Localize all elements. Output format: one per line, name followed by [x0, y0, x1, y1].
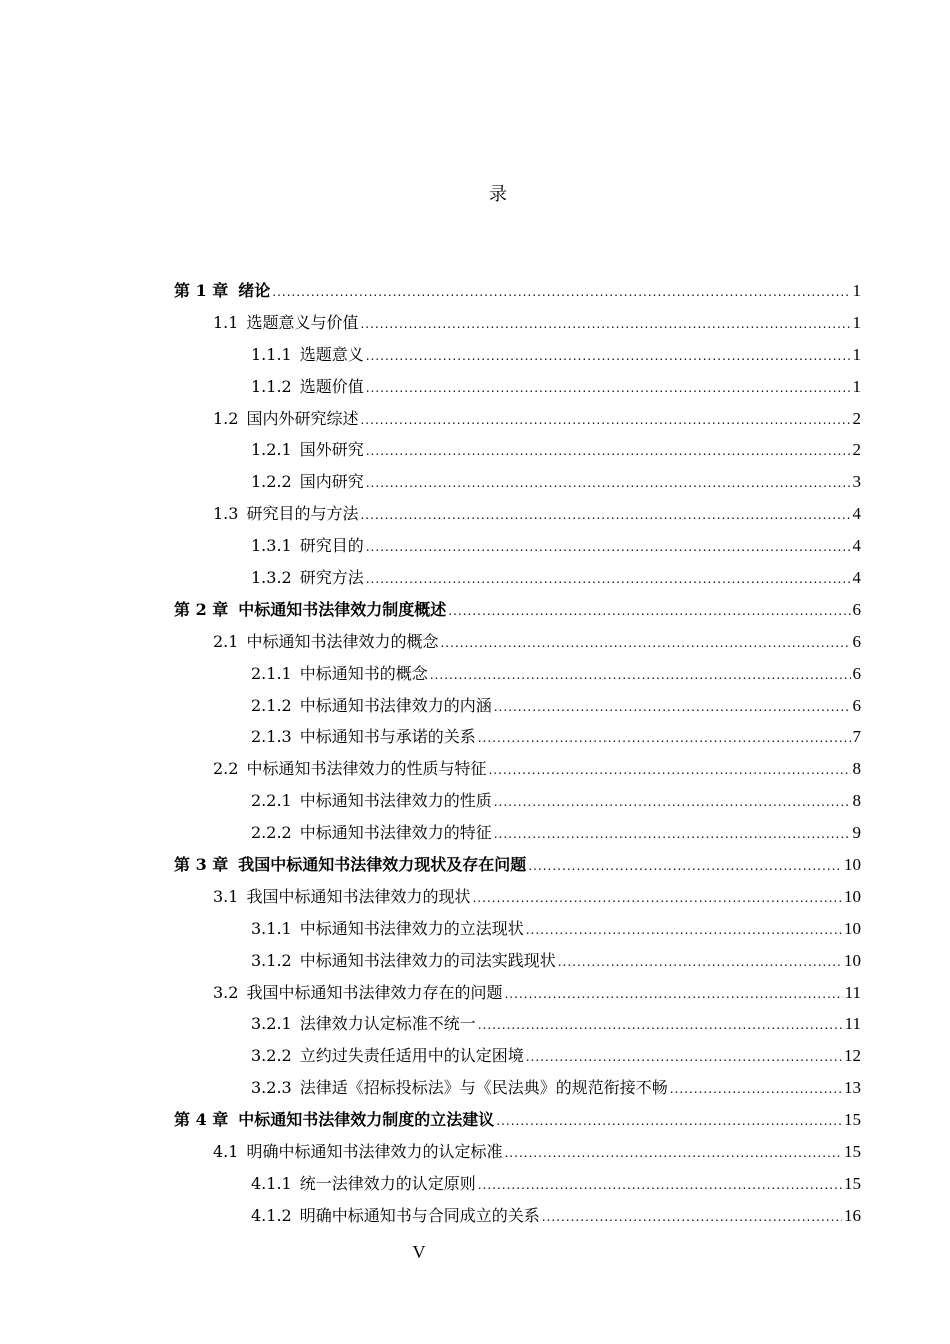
toc-entry[interactable]: [174, 692, 861, 724]
toc-entry-number: 2.1.3: [251, 727, 292, 747]
toc-entry-number: 第 4 章: [174, 1110, 229, 1130]
toc-entry-title: 国内研究: [299, 472, 364, 492]
toc-entry[interactable]: [174, 628, 861, 660]
toc-entry-title: 统一法律效力的认定原则: [299, 1173, 476, 1193]
toc-entry[interactable]: [174, 915, 861, 947]
toc-entry-number: 3.2.1: [251, 1014, 292, 1034]
toc-entry-page: 8: [852, 791, 861, 811]
toc-entry-page: 1: [852, 344, 861, 364]
toc-entry-page: 1: [852, 312, 861, 332]
toc-entry-page: 7: [852, 727, 861, 747]
toc-dot-leader: [558, 949, 842, 976]
toc-entry-title: 中标通知书法律效力的性质: [299, 791, 492, 811]
toc-entry-title: 绪论: [238, 281, 271, 300]
toc-entry[interactable]: [174, 819, 861, 851]
toc-dot-leader: [430, 662, 851, 689]
toc-entry[interactable]: [174, 1170, 861, 1202]
toc-entry-title: 明确中标通知书与合同成立的关系: [299, 1205, 540, 1225]
toc-entry[interactable]: [174, 309, 861, 341]
toc-entry-title: 研究目的与方法: [246, 504, 359, 524]
toc-entry-number: 2.2: [213, 759, 239, 779]
toc-entry[interactable]: [174, 596, 861, 628]
toc-entry[interactable]: [174, 755, 861, 787]
toc-entry-number: 3.1.1: [251, 918, 292, 938]
toc-entry[interactable]: [174, 1042, 861, 1074]
toc-entry-number: 2.1.1: [251, 663, 292, 683]
toc-entry-number: 1.1: [213, 312, 239, 332]
toc-entry-title: 中标通知书法律效力的内涵: [299, 695, 492, 715]
toc-entry-title: 中标通知书法律效力的司法实践现状: [299, 950, 556, 970]
toc-entry-number: 3.2.2: [251, 1046, 292, 1066]
toc-dot-leader: [478, 1172, 842, 1199]
toc-entry-title: 选题意义与价值: [246, 312, 359, 332]
toc-entry-number: 2.1: [213, 631, 239, 651]
toc-entry[interactable]: [174, 660, 861, 692]
toc-entry[interactable]: [174, 500, 861, 532]
toc-entry-title: 国外研究: [299, 440, 364, 460]
toc-dot-leader: [366, 438, 851, 465]
toc-dot-leader: [472, 885, 842, 912]
toc-entry[interactable]: [174, 341, 861, 373]
toc-entry-title: 中标通知书法律效力的性质与特征: [246, 759, 487, 779]
toc-entry[interactable]: [174, 436, 861, 468]
toc-dot-leader: [272, 279, 850, 306]
toc-entry[interactable]: [174, 787, 861, 819]
toc-entry-number: 3.1: [213, 886, 239, 906]
toc-entry-page: 3: [852, 472, 861, 492]
toc-entry-page: 8: [852, 759, 861, 779]
toc-entry-title: 研究方法: [299, 568, 364, 588]
toc-entry[interactable]: [174, 1106, 861, 1138]
toc-entry-page: 10: [844, 950, 861, 970]
toc-dot-leader: [494, 789, 851, 816]
toc-dot-leader: [448, 598, 850, 625]
toc-entry-page: 9: [852, 823, 861, 843]
toc-entry-page: 10: [844, 855, 861, 875]
toc-entry-number: 2.2.1: [251, 791, 292, 811]
toc-dot-leader: [526, 1044, 842, 1071]
toc-dot-leader: [528, 853, 842, 880]
toc-dot-leader: [488, 757, 850, 784]
toc-entry-page: 6: [852, 695, 861, 715]
toc-entry[interactable]: [174, 373, 861, 405]
toc-entry-title: 我国中标通知书法律效力的现状: [246, 886, 471, 906]
toc-dot-leader: [366, 375, 851, 402]
toc-dot-leader: [526, 917, 842, 944]
toc-entry-number: 2.2.2: [251, 823, 292, 843]
toc-entry-title: 研究目的: [299, 536, 364, 556]
toc-entry[interactable]: [174, 1010, 861, 1042]
toc-entry-number: 4.1: [213, 1142, 239, 1162]
toc-entry-number: 4.1.2: [251, 1205, 292, 1225]
toc-entry[interactable]: [174, 564, 861, 596]
toc-entry[interactable]: [174, 277, 861, 309]
toc-entry-number: 第 3 章: [174, 855, 229, 875]
toc-entry-page: 2: [852, 440, 861, 460]
toc-entry-title: 国内外研究综述: [246, 408, 359, 428]
toc-entry-page: 15: [844, 1142, 861, 1162]
toc-dot-leader: [494, 694, 851, 721]
toc-entry-page: 12: [844, 1046, 861, 1066]
toc-entry-number: 4.1.1: [251, 1173, 292, 1193]
toc-entry-title: 选题价值: [299, 376, 364, 396]
toc-entry-page: 10: [844, 918, 861, 938]
toc-dot-leader: [366, 534, 851, 561]
toc-entry-number: 1.2.2: [251, 472, 292, 492]
toc-entry[interactable]: [174, 851, 861, 883]
toc-entry[interactable]: [174, 723, 861, 755]
table-of-contents: [174, 277, 861, 1234]
toc-dot-leader: [440, 630, 850, 657]
toc-dot-leader: [360, 311, 850, 338]
toc-entry[interactable]: [174, 1074, 861, 1106]
toc-entry[interactable]: [174, 405, 861, 437]
toc-entry[interactable]: [174, 947, 861, 979]
toc-dot-leader: [478, 1012, 843, 1039]
toc-entry-page: 13: [844, 1078, 861, 1098]
toc-dot-leader: [366, 343, 851, 370]
toc-entry-number: 第 2 章: [174, 599, 229, 619]
toc-entry-number: 1.3.2: [251, 568, 292, 588]
toc-entry-title: 中标通知书法律效力的立法现状: [299, 918, 524, 938]
toc-entry-number: 3.2: [213, 982, 239, 1002]
toc-entry-page: 4: [852, 568, 861, 588]
toc-dot-leader: [360, 502, 850, 529]
toc-entry-page: 1: [852, 281, 861, 300]
toc-entry-title: 中标通知书法律效力制度的立法建议: [238, 1110, 495, 1130]
toc-dot-leader: [494, 821, 851, 848]
toc-entry-title: 立约过失责任适用中的认定困境: [299, 1046, 524, 1066]
toc-entry-page: 16: [844, 1205, 861, 1225]
toc-entry-page: 15: [844, 1110, 861, 1130]
toc-entry-title: 中标通知书法律效力的概念: [246, 631, 439, 651]
toc-entry-number: 3.2.3: [251, 1078, 292, 1098]
toc-entry-page: 4: [852, 504, 861, 524]
toc-entry[interactable]: [174, 883, 861, 915]
toc-dot-leader: [366, 566, 851, 593]
toc-dot-leader: [366, 470, 851, 497]
toc-entry-page: 6: [852, 663, 861, 683]
toc-dot-leader: [504, 1140, 842, 1167]
toc-entry[interactable]: [174, 532, 861, 564]
toc-entry-title: 中标通知书法律效力制度概述: [238, 599, 447, 619]
toc-entry-title: 明确中标通知书法律效力的认定标准: [246, 1142, 503, 1162]
toc-entry-number: 2.1.2: [251, 695, 292, 715]
toc-entry-page: 4: [852, 536, 861, 556]
toc-entry-title: 我国中标通知书法律效力存在的问题: [246, 982, 503, 1002]
toc-entry-title: 中标通知书的概念: [299, 663, 428, 683]
toc-entry-title: 中标通知书法律效力的特征: [299, 823, 492, 843]
toc-entry-number: 1.1.2: [251, 376, 292, 396]
toc-dot-leader: [478, 725, 851, 752]
toc-dot-leader: [496, 1108, 842, 1135]
page-number: V: [412, 1242, 426, 1262]
toc-entry-page: 6: [852, 631, 861, 651]
toc-entry-title: 选题意义: [299, 344, 364, 364]
toc-entry-title: 法律效力认定标准不统一: [299, 1014, 476, 1034]
toc-entry[interactable]: [174, 468, 861, 500]
toc-entry[interactable]: [174, 1138, 861, 1170]
toc-entry-number: 第 1 章: [174, 281, 229, 300]
toc-entry-page: 11: [844, 982, 861, 1002]
toc-entry-number: 3.1.2: [251, 950, 292, 970]
toc-entry-number: 1.2.1: [251, 440, 292, 460]
toc-entry-number: 1.3: [213, 504, 239, 524]
toc-entry-number: 1.1.1: [251, 344, 292, 364]
toc-dot-leader: [670, 1076, 842, 1103]
toc-entry[interactable]: [174, 1202, 861, 1234]
toc-entry-number: 1.3.1: [251, 536, 292, 556]
toc-entry-page: 2: [852, 408, 861, 428]
toc-entry-title: 法律适《招标投标法》与《民法典》的规范衔接不畅: [299, 1078, 668, 1098]
toc-entry-page: 6: [852, 599, 861, 619]
toc-entry-page: 10: [844, 886, 861, 906]
toc-entry-page: 1: [852, 376, 861, 396]
toc-dot-leader: [360, 407, 850, 434]
toc-entry-title: 中标通知书与承诺的关系: [299, 727, 476, 747]
page-title: 录: [489, 184, 507, 205]
toc-entry-number: 1.2: [213, 408, 239, 428]
toc-entry-title: 我国中标通知书法律效力现状及存在问题: [238, 855, 527, 875]
toc-dot-leader: [542, 1204, 842, 1231]
toc-dot-leader: [504, 981, 842, 1008]
toc-entry-page: 15: [844, 1173, 861, 1193]
toc-entry[interactable]: [174, 979, 861, 1011]
toc-entry-page: 11: [844, 1014, 861, 1034]
